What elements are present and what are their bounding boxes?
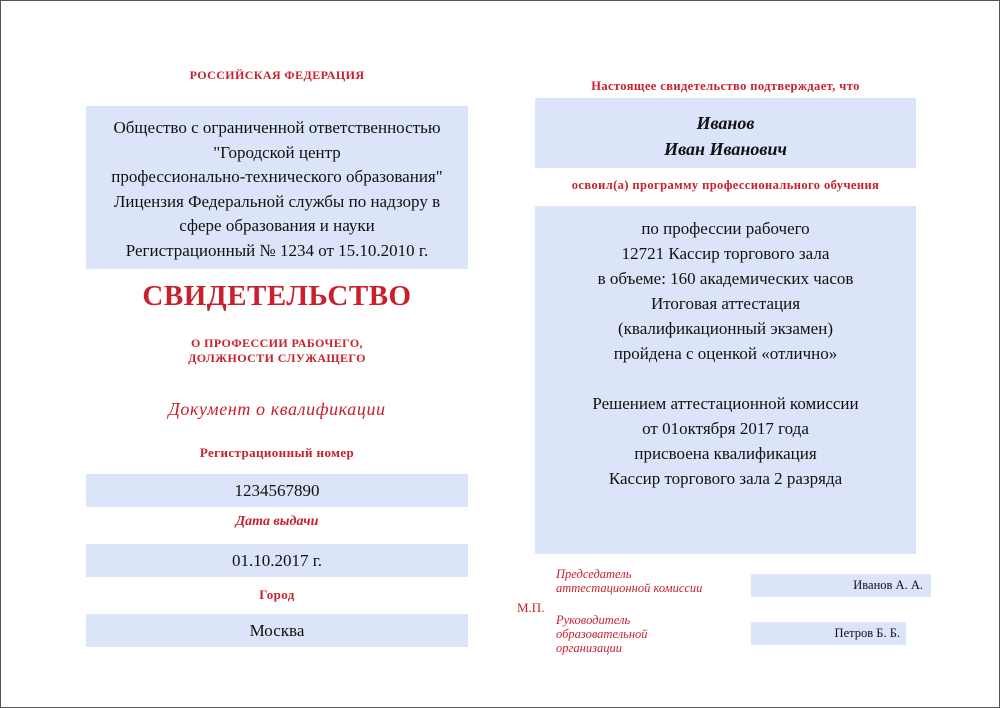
decision-line: Кассир торгового зала 2 разряда [608,469,843,488]
confirms-label: Настоящее свидетельство подтверждает, что [591,79,860,93]
organization-block [86,106,468,269]
reg-number-label: Регистрационный номер [199,445,355,460]
country-heading: РОССИЙСКАЯ ФЕДЕРАЦИЯ [189,68,365,82]
head-label [556,613,756,655]
decision-line: присвоена квалификация [634,444,817,463]
certificate-title: СВИДЕТЕЛЬСТВО [142,280,412,312]
holder-surname: Иванов [696,113,755,133]
detail-line: в объеме: 160 академических часов [597,269,854,288]
decision-line: Решением аттестационной комиссии [592,394,859,413]
org-line: Регистрационный № 1234 от 15.10.2010 г. [125,240,429,260]
head-name-field: Петров Б. Б. [751,622,906,645]
holder-name-block [535,98,916,168]
document-type-label: Документ о квалификации [168,399,386,419]
program-details-block [535,206,916,554]
chairman-label [556,567,756,595]
stamp-label: М.П. [517,600,545,615]
detail-line: пройдена с оценкой «отлично» [613,344,838,363]
reg-number-field: 1234567890 [86,474,468,507]
org-line: Общество с ограниченной ответственностью [113,118,441,137]
issue-date-field: 01.10.2017 г. [86,544,468,577]
org-line: профессионально-технического образования" [111,167,443,186]
detail-line: (квалификационный экзамен) [618,319,833,338]
city-label: Город [259,587,295,602]
chairman-label-line: Председатель [556,567,632,581]
head-label-line: Руководитель [556,613,631,627]
decision-line: от 01октября 2017 года [642,419,809,438]
certificate-subtitle [86,336,468,366]
head-label-line: организации [556,641,622,655]
subtitle-line: ДОЛЖНОСТИ СЛУЖАЩЕГО [188,351,366,365]
org-line: сфере образования и науки [179,216,375,235]
holder-name-patronymic: Иван Иванович [664,139,787,159]
detail-line: 12721 Кассир торгового зала [621,244,830,263]
org-line: "Городской центр [213,142,341,162]
head-label-line: образовательной [556,627,648,641]
issue-date-label: Дата выдачи [235,514,319,529]
detail-line: Итоговая аттестация [650,294,801,313]
org-line: Лицензия Федеральной службы по надзору в [113,191,441,211]
city-field: Москва [86,614,468,647]
detail-line: по профессии рабочего [641,219,810,238]
subtitle-line: О ПРОФЕССИИ РАБОЧЕГО, [191,336,363,350]
chairman-label-line: аттестационной комиссии [556,581,703,595]
program-label: освоил(а) программу профессионального обучения [571,178,880,192]
chairman-name-field: Иванов А. А. [751,574,931,597]
